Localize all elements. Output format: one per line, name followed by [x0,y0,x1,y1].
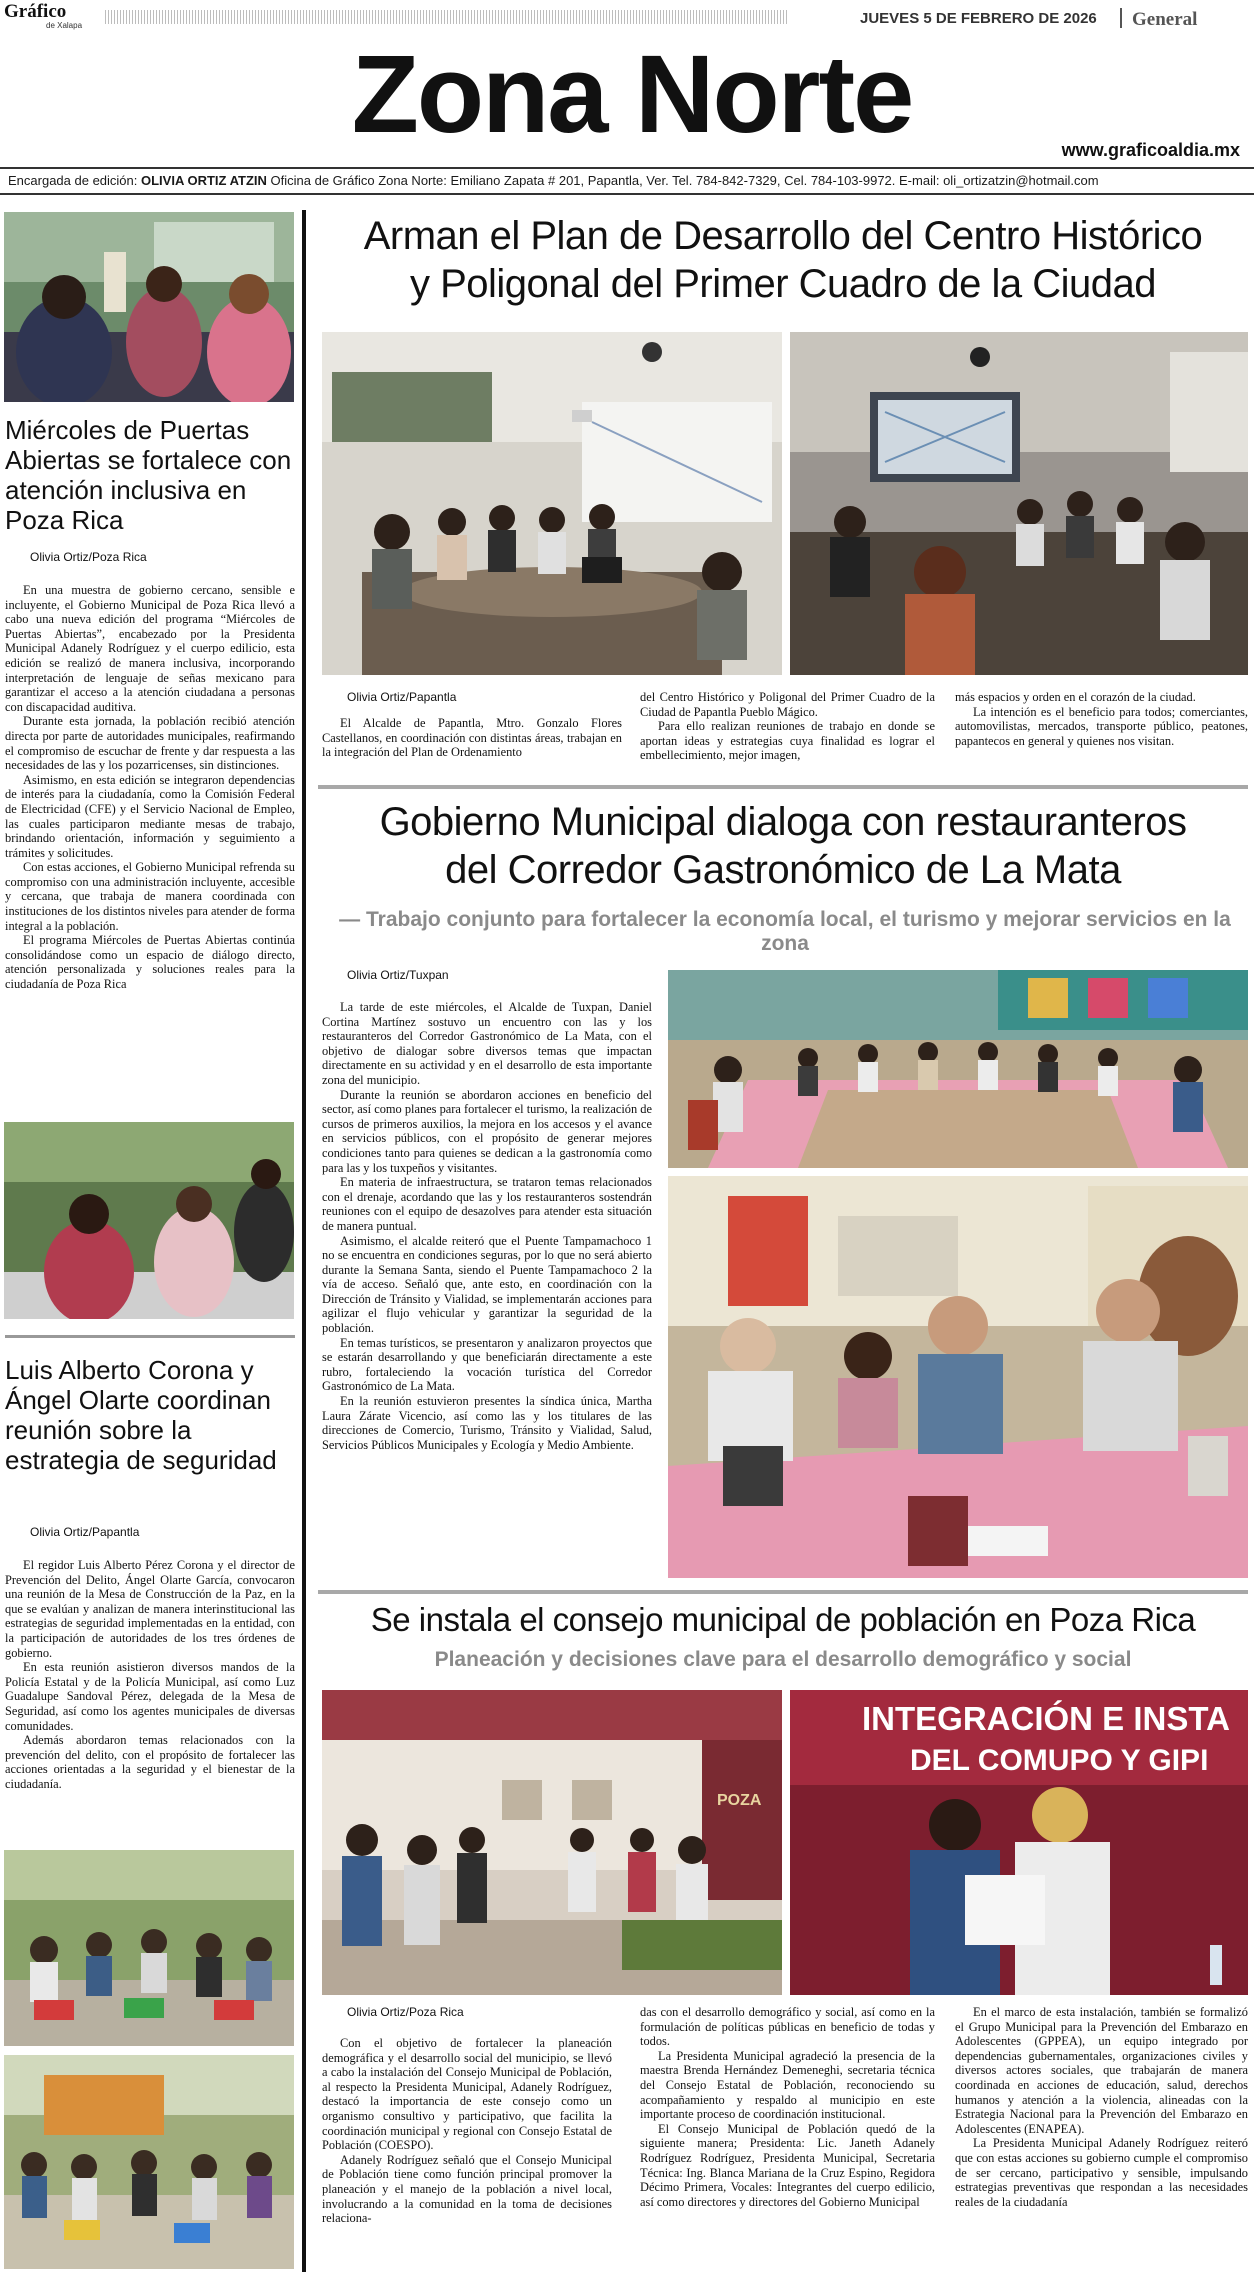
story-subheading: Planeación y decisiones clave para el desarrollo demográfico y social [434,1648,1132,1671]
paragraph: Con estas acciones, el Gobierno Municipal refrenda su compromiso con una administración incluyente, accesible y cercana, que trabaja de manera coordinada con instituciones de los distintos niveles para atender de forma integral a la población. [5,860,295,933]
paragraph: Con el objetivo de fortalecer la planeación demográfica y el desarrollo social del municipio, se llevó a cabo la instalación del Consejo Municipal de Población, al respecto la Presidenta Municipal, Adanely Rodríguez, destacó la importancia de este consejo como un organismo consultivo y participativo, que facilita la coordinación municipal y regional con Consejo Estatal de Población (COESPO). [322,2036,612,2153]
photo-toma-protesta [322,1690,782,1995]
article-byline: Olivia Ortiz/Poza Rica [30,550,147,564]
photo-puertas-abiertas [4,212,294,402]
headline-line: del Corredor Gastronómico de La Mata [445,848,1121,892]
article-byline: Olivia Ortiz/Papantla [30,1525,140,1539]
photo-sala-juntas [790,332,1248,675]
paragraph: del Centro Histórico y Poligonal del Primer Cuadro de la Ciudad de Papantla Pueblo Mágico. [640,690,935,719]
paragraph: En el marco de esta instalación, también se formalizó el Grupo Municipal para la Prevención del Embarazo en Adolescentes (GPPEA), un equipo integrado por dependencias gubernamentales, organizaciones civiles y diversos actores sociales, que trabajarán de manera coordinada en acciones de educación, salud, derechos humanos y atención a la violencia, alineadas con la Estrategia Nacional para la Prevención del Embarazo en Adolescentes (ENAPEA). [955,2005,1248,2136]
logo-text: Gráfico [4,1,67,22]
paragraph: La Presidenta Municipal agradeció la presencia de la maestra Brenda Hernández Demeneghi, secretaria técnica del Consejo Estatal de Población, reconociendo su acompañamiento y respaldo al municipio en este importante proceso de coordinación institucional. [640,2048,935,2122]
story-column [322,716,622,760]
paragraph: En materia de infraestructura, se trataron temas relacionados con el drenaje, acordando que las y los restauranteros sostendrán reuniones con el equipo de desazolves para atender esta situación de manera puntual. [322,1175,652,1233]
photo-integracion-comupo [790,1690,1248,1995]
newspaper-logo[interactable] [4,2,100,32]
paragraph: La tarde de este miércoles, el Alcalde de Tuxpan, Daniel Cortina Martínez sostuvo un encuentro con las y los restauranteros del Corredor Gastronómico de La Mata, con el objetivo de dialogar sobre diversos temas que impactan directamente en su actividad y en el desarrollo de esta importante zona del municipio. [322,1000,652,1087]
paragraph: Además abordaron temas relacionados con la prevención del delito, con el propósito de fortalecer las acciones orientadas a la seguridad y el bienestar de la ciudadanía. [5,1733,295,1791]
section-separator [318,785,1248,789]
story-headline [318,212,1248,308]
paragraph: Durante la reunión se abordaron acciones en beneficio del sector, así como planes para fortalecer el turismo, la realización de cursos de primeros auxilios, la mejora en los accesos y el avance en servicios públicos, con el propósito de generar mejores condiciones tanto para quienes se dedican a la gastronomía como para las y los tuxpeños y visitantes. [322,1087,652,1175]
office-info: Oficina de Gráfico Zona Norte: Emiliano Zapata # 201, Papantla, Ver. Tel. 784-842-7329, Cel. 784-103-9972. E-mail: oli_ortizatzin@hotmail.com [270,173,1099,188]
story-column [640,2005,935,2209]
story-subheading: — Trabajo conjunto para fortalecer la economía local, el turismo y mejorar servicios en la zona [339,908,1231,955]
website-link[interactable]: www.graficoaldia.mx [1061,140,1240,160]
paragraph: Asimismo, el alcalde reiteró que el Puente Tampamachoco 1 no se encuentra en condiciones seguras, por lo que no será abierto durante la Semana Santa, siendo el Puente Tampamachoco 2 la vía de acceso. Señaló que, ante esto, en coordinación con la Dirección de Tránsito y Vialidad, se implementarán acciones para agilizar el flujo vehicular y garantizar la seguridad de la población. [322,1233,652,1336]
photo-alcalde-dialogo [668,1176,1248,1578]
paragraph: más espacios y orden en el corazón de la ciudad. [955,690,1196,704]
paragraph: En la reunión estuvieron presentes la síndica única, Martha Laura Zárate Vicencio, así como las y los titulares de las direcciones de Comercio, Turismo, Tránsito y Vialidad, Salud, Servicios Públicos Municipales y Ecología y Medio Ambiente. [322,1394,652,1452]
paragraph: Durante esta jornada, la población recibió atención directa por parte de autoridades municipales, reafirmando el compromiso de escuchar de frente y dar respuesta a las necesidades de las y los pozarricenses, sin distinciones. [5,714,295,773]
article-body [5,1558,295,1792]
section-separator [318,1590,1248,1594]
paragraph: La Presidenta Municipal Adanely Rodríguez reiteró que con estas acciones su gobierno cumple el compromiso de ser cercano, participativo y sensible, impulsando estrategias preventivas que respondan a las necesidades reales de la ciudadanía [955,2136,1248,2209]
decorative-rule [105,10,788,24]
headline-line: Arman el Plan de Desarrollo del Centro Histórico [363,214,1203,258]
paragraph: El Consejo Municipal de Población quedó de la siguiente manera; Presidenta: Lic. Janeth Adanely Rodríguez Rodríguez, Presidenta Municipal, Secretaria Técnica: Ing. Blanca Mariana de la Cruz Espino, Regidora Décimo Primera, Vocales: Integrantes del cuerpo edilicio, así como directores y directores del Gobierno Municipal [640,2121,935,2209]
paragraph: En una muestra de gobierno cercano, sensible e incluyente, el Gobierno Municipal de Poza Rica llevó a cabo una nueva edición del programa “Miércoles de Puertas Abiertas”, encabezado por la Presidenta Municipal Adanely Rodríguez y el cuerpo edilicio, esta edición se realizó de manera inclusiva, incorporando interpretación de lenguaje de señas mexicano para garantizar el acceso a la atención ciudadana a personas con discapacidad auditiva. [5,583,295,714]
credit-bar [0,167,1254,195]
article-title: Miércoles de Puertas Abiertas se fortalece con atención inclusiva en Poza Rica [5,415,292,535]
story-byline: Olivia Ortiz/Poza Rica [347,2005,464,2019]
paragraph: Para ello realizan reuniones de trabajo en donde se aportan ideas y estrategias cuya finalidad es lograr el embellecimiento, mejor imagen, [640,719,935,763]
banner-text: INTEGRACIÓN E INSTA [862,1700,1230,1737]
column-divider [302,210,306,2272]
story-headline [318,798,1248,894]
divider [1120,8,1122,28]
editor-name: OLIVIA ORTIZ ATZIN [141,173,267,188]
story-headline: Se instala el consejo municipal de población en Poza Rica [370,1601,1196,1638]
photo-atencion-ciudadana [4,1122,294,1319]
paragraph: En esta reunión asistieron diversos mandos de la Policía Estatal y de la Policía Municipal, así como Luz Guadalupe Sandoval Pérez, delegada de la Mesa de Seguridad, así como los agentes municipales de diversas comunidades. [5,1660,295,1733]
story-column [955,690,1248,748]
headline-line: Gobierno Municipal dialoga con restauranteros [379,800,1187,844]
paragraph: En temas turísticos, se presentaron y analizaron proyectos que se estarán desarrollando y que beneficiarán directamente a este rubro, fortaleciendo la vocación turística del Corredor Gastronómico de La Mata. [322,1335,652,1394]
banner-text: DEL COMUPO Y GIPI [910,1744,1209,1777]
story-body [322,1000,652,1452]
story-byline: Olivia Ortiz/Papantla [347,690,457,704]
wall-text: POZA [717,1792,762,1809]
section-separator [5,1335,295,1338]
credit-label: Encargada de edición: [8,173,138,188]
story-column [955,2005,1248,2209]
article-title: Luis Alberto Corona y Ángel Olarte coordinan reunión sobre la estrategia de seguridad [5,1355,277,1475]
photo-reunion-comunidad [4,2055,294,2269]
headline-line: y Poligonal del Primer Cuadro de la Ciudad [409,262,1157,306]
paragraph: Adanely Rodríguez señaló que el Consejo Municipal de Población tiene como función principal promover la planeación y el manejo de la población a nivel local, involucrando a la comunidad en la toma de decisiones relaciona- [322,2152,612,2226]
page-title: Zona Norte [351,33,913,156]
section-name: General [1132,9,1198,30]
story-byline: Olivia Ortiz/Tuxpan [347,968,449,982]
photo-reunion-plan-desarrollo [322,332,782,675]
issue-date: JUEVES 5 DE FEBRERO DE 2026 [860,10,1097,27]
photo-reunion-exterior [4,1850,294,2046]
logo-subtext: de Xalapa [46,21,83,30]
paragraph: La intención es el beneficio para todos; comerciantes, automovilistas, mercados, transporte público, peatones, papantecos en general y quienes nos visitan. [955,704,1248,748]
story-column [322,2036,612,2226]
paragraph: das con el desarrollo demográfico y social, así como en la formulación de políticas públicas en beneficio de todas y todos. [640,2005,935,2049]
article-body [5,583,295,992]
paragraph: El regidor Luis Alberto Pérez Corona y el director de Prevención del Delito, Ángel Olarte García, convocaron una reunión de la Mesa de Construcción de la Paz, en la que se evalúan y analizan de manera interinstitucional las estrategias de seguridad implementadas en la entidad, con la participación de autoridades de los tres órdenes de gobierno. [5,1558,295,1660]
paragraph: El Alcalde de Papantla, Mtro. Gonzalo Flores Castellanos, en coordinación con distintas áreas, trabajan en la integración del Plan de Ordenamiento [322,716,622,760]
paragraph: Asimismo, en esta edición se integraron dependencias de interés para la ciudadanía, como la Comisión Federal de Electricidad (CFE) y el Servicio Nacional de Empleo, las cuales participaron mediante mesas de trabajo, brindando orientación, información y seguimiento a trámites y solicitudes. [5,772,295,860]
story-column [640,690,935,763]
paragraph: El programa Miércoles de Puertas Abiertas continúa consolidándose como un espacio de diálogo directo, atención personalizada y soluciones reales para la ciudadanía de Poza Rica [5,933,295,992]
photo-restauranteros-mesa [668,970,1248,1168]
